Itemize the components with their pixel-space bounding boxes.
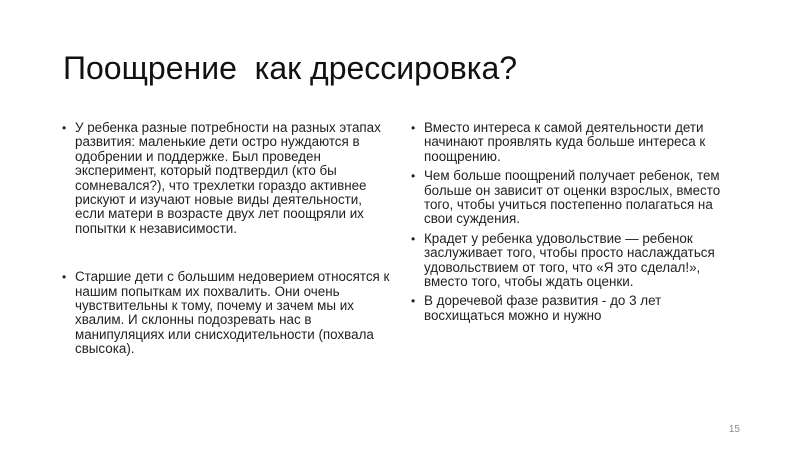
list-item [411, 232, 743, 290]
list-item-text: Чем больше поощрений получает ребенок, тем больше он зависит от оценки взрослых, вместо того, чтобы учиться постепенно полагаться на свои суждения. [424, 168, 721, 227]
slide-title: Поощрение как дрессировка? [63, 50, 518, 86]
right-column-list [411, 121, 743, 328]
list-item [62, 270, 394, 356]
left-column-list [62, 121, 394, 357]
bullet-icon: • [62, 121, 67, 135]
bullet-icon: • [411, 294, 416, 309]
bullet-icon: • [411, 121, 416, 135]
list-item-text: Вместо интереса к самой деятельности дети начинают проявлять куда больше интереса к поощрению. [424, 120, 706, 164]
list-item [411, 169, 743, 227]
list-item [411, 121, 743, 164]
list-item [411, 294, 743, 323]
list-item-text: Крадет у ребенка удовольствие — ребенок заслуживает того, чтобы просто наслаждаться удовольствием от того, что «Я это сделал!», вместо того, чтобы ждать оценки. [424, 230, 715, 290]
bullet-icon: • [411, 169, 416, 184]
list-item-text: У ребенка разные потребности на разных этапах развития: маленькие дети остро нуждаются в одобрении и поддержке. Был проведен эксперимент, который подтвердил (кто бы сомневался?), что трехлетки гораздо активнее рискуют и изучают новые виды деятельности, если матери в возрасте двух лет поощряли их попытки к независимости. [75, 120, 381, 236]
bullet-icon: • [62, 270, 67, 285]
page-number: 15 [728, 424, 740, 435]
list-item-text: В доречевой фазе развития - до 3 лет восхищаться можно и нужно [424, 293, 662, 323]
list-item-text: Старшие дети с большим недоверием относятся к нашим попыткам их похвалить. Они очень чувствительны к тому, почему и зачем мы их хвалим. И склонны подозревать нас в манипуляциях или снисходительности (похвала свысока). [75, 269, 390, 357]
list-item [62, 121, 394, 236]
bullet-icon: • [411, 231, 416, 246]
